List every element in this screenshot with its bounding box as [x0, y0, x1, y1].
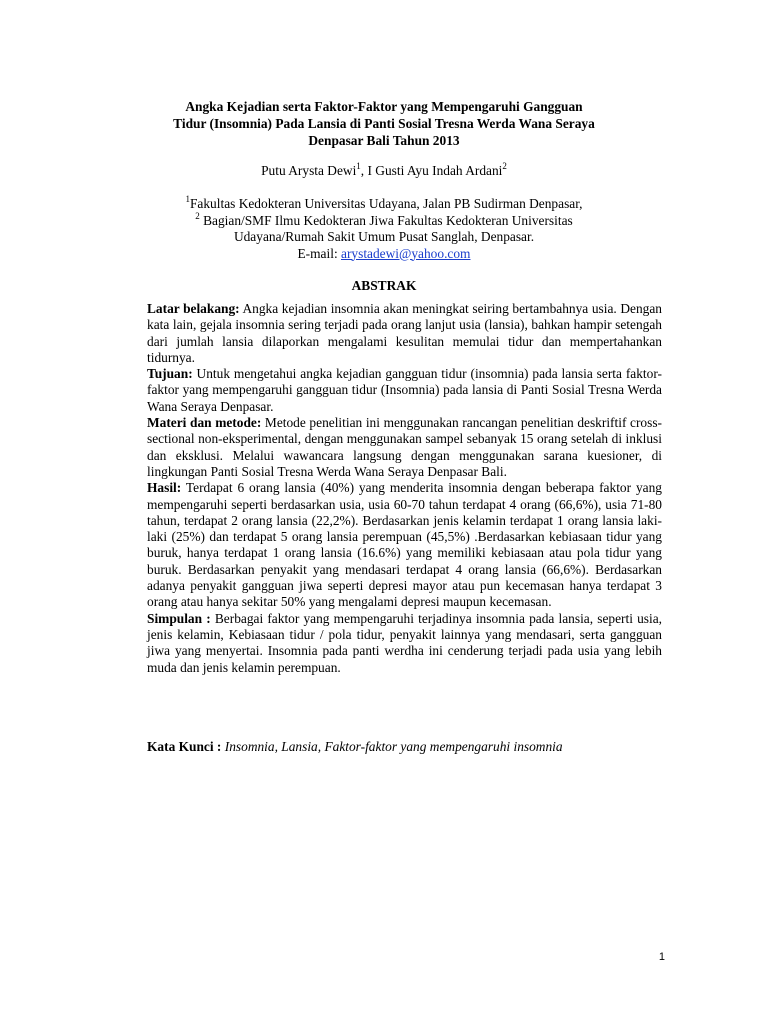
author-name: I Gusti Ayu Indah Ardani	[367, 163, 503, 178]
affiliation-marker: 2	[502, 161, 507, 171]
affiliation-marker: 2	[195, 210, 200, 221]
affiliations	[120, 196, 648, 262]
title-line: Tidur (Insomnia) Pada Lansia di Panti Sosial Tresna Werda Wana Seraya	[173, 116, 595, 131]
abstract-results	[147, 480, 662, 610]
affiliation-marker: 1	[185, 194, 190, 204]
keywords-text: Insomnia, Lansia, Faktor-faktor yang mempengaruhi insomnia	[221, 739, 563, 754]
abstract-background	[147, 301, 662, 366]
author-separator: ,	[360, 163, 368, 178]
section-text: Berbagai faktor yang mempengaruhi terjadinya insomnia pada lansia, seperti usia, jenis kelamin, Kebiasaan tidur / pola tidur, penyakit lainnya yang mendasari, serta gangguan jiwa yang menyertai. Insomnia pada panti werdha ini cenderung terjadi pada usia yang lebih muda dan jenis kelamin perempuan.	[147, 610, 663, 675]
affiliation-marker: 1	[356, 161, 361, 171]
section-label: Latar belakang:	[147, 301, 240, 316]
page-number: 1	[658, 951, 665, 963]
paper-title	[120, 98, 648, 149]
email-line	[120, 246, 648, 263]
abstract-heading: ABSTRAK	[351, 278, 417, 293]
section-label: Tujuan:	[147, 366, 193, 382]
affiliation-line	[120, 210, 648, 230]
affiliation-text: Bagian/SMF Ilmu Kedokteran Jiwa Fakultas Kedokteran Universitas	[199, 212, 573, 228]
abstract-aim	[147, 366, 662, 415]
affiliation-text: Fakultas Kedokteran Universitas Udayana, Jalan PB Sudirman Denpasar,	[189, 196, 583, 211]
email-label: E-mail:	[297, 245, 342, 261]
email-link[interactable]: arystadewi@yahoo.com	[341, 245, 471, 261]
author-list	[120, 162, 648, 179]
section-text: Metode penelitian ini menggunakan rancangan penelitian deskriftif cross-sectional non-eksperimental, dengan menggunakan sampel sebanyak 15 orang setelah di inklusi dan eksklusi. Melalui wawancara langsung dengan menggunakan sarana kuesioner, di lingkungan Panti Sosial Tresna Werda Wana Seraya Denpasar Bali.	[147, 415, 662, 479]
abstract-body	[147, 301, 662, 676]
section-text: Angka kejadian insomnia akan meningkat seiring bertambahnya usia. Dengan kata lain, gejala insomnia sering terjadi pada orang lanjut usia (lansia), bahkan hampir setengah dari jumlah lansia dilaporkan mengalami kesulitan memulai tidur dan mempertahankan tidurnya.	[147, 301, 662, 365]
author-name: Putu Arysta Dewi	[261, 163, 357, 178]
affiliation-line: Udayana/Rumah Sakit Umum Pusat Sanglah, Denpasar.	[233, 229, 535, 244]
title-line: Angka Kejadian serta Faktor-Faktor yang Mempengaruhi Gangguan	[185, 99, 583, 114]
section-label: Simpulan :	[147, 610, 211, 626]
keywords	[147, 739, 662, 755]
abstract-conclusion	[147, 611, 662, 676]
abstract-methods	[147, 415, 662, 480]
section-text: Terdapat 6 orang lansia (40%) yang menderita insomnia dengan beberapa faktor yang mempengaruhi seperti berdasarkan usia, usia 60-70 tahun terdapat 4 orang (66,6%), usia 71-80 tahun, terdapat 2 orang lansia (22,2%). Berdasarkan jenis kelamin terdapat 1 orang lansia laki-laki (25%) dan terdapat 5 orang lansia perempuan (45,5%) .Berdasarkan kebiasaan tidur yang buruk, hanya terdapat 1 orang lansia (16.6%) yang memiliki kebiasaan atau pola tidur yang buruk. Berdasarkan penyakit yang mendasari terdapat 4 orang lansia (66,6%). Berdasarkan adanya penyakit gangguan jiwa seperti depresi mayor atau pun kecemasan hanya terdapat 3 orang atau hanya sekitar 50% yang mengalami depresi maupun kecemasan.	[147, 480, 662, 610]
keywords-label: Kata Kunci :	[147, 739, 222, 754]
title-line: Denpasar Bali Tahun 2013	[308, 133, 460, 148]
section-label: Hasil:	[147, 480, 182, 496]
section-label: Materi dan metode:	[147, 415, 262, 431]
section-text: Untuk mengetahui angka kejadian gangguan tidur (insomnia) pada lansia serta faktor-faktor yang mempengaruhi gangguan tidur (Insomnia) pada lansia di Panti Sosial Tresna Werda Wana Seraya Denpasar.	[147, 366, 662, 414]
